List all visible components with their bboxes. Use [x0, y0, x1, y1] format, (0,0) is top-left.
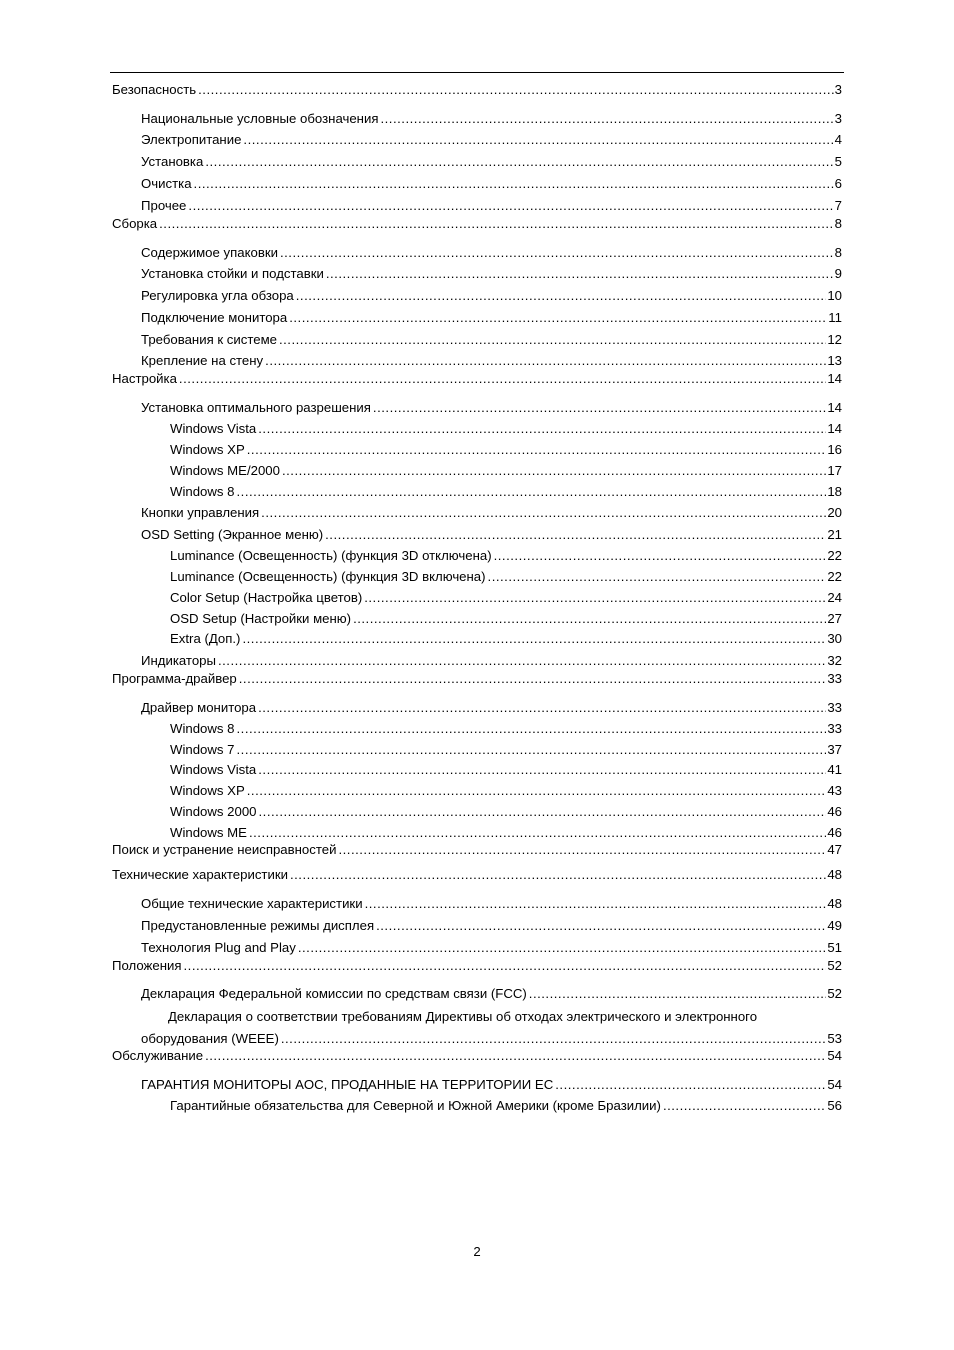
dot-leader — [205, 152, 833, 172]
toc-entry-label: Установка оптимального разрешения — [141, 400, 371, 415]
toc-entry[interactable] — [0, 698, 954, 718]
toc-entry[interactable] — [0, 369, 954, 389]
toc-entry-label: Декларация о соответствии требованиям Директивы об отходах электрического и электронного — [168, 1009, 758, 1024]
toc-entry-label: Windows 8 — [170, 484, 235, 499]
toc-entry-label: Windows 7 — [170, 742, 235, 757]
toc-entry[interactable] — [0, 174, 954, 194]
toc-entry-line — [141, 130, 842, 150]
toc-entry-label: Обслуживание — [112, 1048, 204, 1063]
toc-entry-line — [141, 330, 842, 350]
toc-entry[interactable] — [0, 740, 954, 760]
toc-entry-label: Прочее — [141, 198, 187, 213]
dot-leader — [289, 308, 827, 328]
toc-entry[interactable] — [0, 330, 954, 350]
toc-entry[interactable] — [0, 938, 954, 958]
dot-leader — [326, 264, 834, 284]
toc-entry[interactable] — [0, 956, 954, 976]
toc-entry-label: Windows ME — [170, 825, 247, 840]
toc-entry[interactable] — [0, 1046, 954, 1066]
toc-entry-label: Настройка — [112, 371, 177, 386]
toc-entry-page: 27 — [827, 611, 842, 626]
dot-leader — [242, 629, 826, 649]
toc-entry-label: Индикаторы — [141, 653, 216, 668]
toc-entry-label: Программа-драйвер — [112, 671, 237, 686]
toc-entry-label: Windows Vista — [170, 762, 257, 777]
dot-leader — [279, 330, 826, 350]
toc-entry-page: 13 — [827, 353, 842, 368]
toc-entry-line — [112, 956, 842, 976]
toc-entry-line — [141, 351, 842, 371]
toc-entry[interactable] — [0, 214, 954, 234]
toc-entry-page: 8 — [834, 245, 842, 260]
dot-leader — [194, 174, 834, 194]
toc-entry-label: Windows Vista — [170, 421, 257, 436]
dot-leader — [259, 802, 827, 822]
dot-leader — [198, 80, 834, 100]
toc-entry-page: 41 — [827, 762, 842, 777]
toc-entry-line — [170, 1096, 842, 1116]
toc-entry-line — [112, 1046, 842, 1066]
toc-entry[interactable] — [0, 419, 954, 439]
toc-entry-page: 6 — [834, 176, 842, 191]
toc-entry-label: Установка стойки и подставки — [141, 266, 324, 281]
toc-entry-line — [170, 546, 842, 566]
dot-leader — [338, 840, 826, 860]
toc-entry-page: 54 — [827, 1077, 842, 1092]
toc-entry-page: 3 — [834, 111, 842, 126]
toc-entry-page: 21 — [827, 527, 842, 542]
toc-entry-label: ГАРАНТИЯ МОНИТОРЫ AOC, ПРОДАННЫЕ НА ТЕРРИТОРИИ ЕС — [141, 1077, 554, 1092]
toc-entry-label: Luminance (Освещенность) (функция 3D отключена) — [170, 548, 492, 563]
toc-entry-page: 14 — [827, 400, 842, 415]
dot-leader — [376, 916, 826, 936]
toc-entry-label: Содержимое упаковки — [141, 245, 278, 260]
toc-entry-page: 33 — [827, 700, 842, 715]
toc-entry-label: Гарантийные обязательства для Северной и Южной Америки (кроме Бразилии) — [170, 1098, 661, 1113]
toc-entry-page: 4 — [834, 132, 842, 147]
toc-entry-page: 56 — [827, 1098, 842, 1113]
dot-leader — [365, 894, 827, 914]
toc-entry[interactable] — [0, 286, 954, 306]
toc-entry-line — [141, 938, 842, 958]
toc-entry[interactable] — [0, 802, 954, 822]
toc-entry-line — [112, 865, 842, 885]
toc-entry-line — [170, 461, 842, 481]
toc-entry-line — [141, 984, 842, 1004]
toc-entry[interactable] — [0, 760, 954, 780]
dot-leader — [188, 196, 833, 216]
toc-entry-page: 5 — [834, 154, 842, 169]
toc-entry-line — [170, 609, 842, 629]
toc-entry[interactable] — [0, 152, 954, 172]
toc-entry-page: 33 — [827, 671, 842, 686]
toc-entry-page: 46 — [827, 825, 842, 840]
toc-entry-label: Безопасность — [112, 82, 197, 97]
toc-entry[interactable] — [0, 80, 954, 100]
toc-entry-label: Очистка — [141, 176, 192, 191]
toc-entry-line — [112, 369, 842, 389]
toc-entry-label: Windows 2000 — [170, 804, 257, 819]
toc-entry-line — [141, 398, 842, 418]
dot-leader — [247, 440, 827, 460]
dot-leader — [218, 651, 826, 671]
toc-entry-page: 32 — [827, 653, 842, 668]
toc-entry[interactable] — [0, 588, 954, 608]
dot-leader — [247, 781, 827, 801]
toc-entry[interactable] — [0, 629, 954, 649]
toc-entry-line — [112, 80, 842, 100]
dot-leader — [663, 1096, 826, 1116]
toc-entry[interactable] — [0, 719, 954, 739]
dot-leader — [298, 938, 827, 958]
dot-leader — [239, 669, 827, 689]
dot-leader — [237, 719, 827, 739]
toc-entry-label: Требования к системе — [141, 332, 277, 347]
toc-entry-page: 22 — [827, 569, 842, 584]
toc-entry-label: Предустановленные режимы дисплея — [141, 918, 375, 933]
toc-entry-line — [170, 740, 842, 760]
toc-entry-line — [141, 1075, 842, 1095]
toc-entry-page: 51 — [827, 940, 842, 955]
toc-entry-page: 37 — [827, 742, 842, 757]
toc-entry-line — [141, 264, 842, 284]
toc-entry-line — [170, 567, 842, 587]
toc-entry-page: 24 — [827, 590, 842, 605]
toc-entry[interactable] — [0, 894, 954, 914]
toc-entry[interactable] — [0, 398, 954, 418]
toc-entry[interactable] — [0, 351, 954, 371]
toc-entry[interactable] — [0, 916, 954, 936]
toc-entry-label: Крепление на стену — [141, 353, 264, 368]
dot-leader — [237, 740, 827, 760]
toc-entry[interactable] — [0, 308, 954, 328]
toc-entry[interactable] — [0, 264, 954, 284]
dot-leader — [282, 461, 826, 481]
toc-entry-page: 30 — [827, 631, 842, 646]
toc-entry-label: Положения — [112, 958, 182, 973]
toc-entry-page: 49 — [827, 918, 842, 933]
dot-leader — [258, 419, 826, 439]
toc-entry[interactable] — [0, 196, 954, 216]
toc-entry[interactable] — [0, 482, 954, 502]
toc-entry[interactable] — [0, 984, 954, 1004]
toc-entry[interactable] — [0, 1075, 954, 1095]
dot-leader — [265, 351, 826, 371]
toc-entry-line — [141, 196, 842, 216]
dot-leader — [237, 482, 827, 502]
toc-entry-label: Extra (Доп.) — [170, 631, 241, 646]
dot-leader — [494, 546, 827, 566]
toc-entry-line — [170, 482, 842, 502]
toc-entry-label: Общие технические характеристики — [141, 896, 363, 911]
toc-entry-line — [141, 503, 842, 523]
dot-leader — [364, 588, 826, 608]
toc-entry[interactable] — [0, 567, 954, 587]
toc-entry-label: Регулировка угла обзора — [141, 288, 294, 303]
toc-entry-page: 16 — [827, 442, 842, 457]
toc-entry-line — [112, 214, 842, 234]
toc-entry-label: OSD Setup (Настройки меню) — [170, 611, 352, 626]
toc-entry-page: 9 — [834, 266, 842, 281]
toc-entry-label: Windows XP — [170, 442, 245, 457]
toc-entry-line — [112, 669, 842, 689]
dot-leader — [555, 1075, 826, 1095]
toc-entry[interactable] — [0, 840, 954, 860]
toc-entry-label: Windows XP — [170, 783, 245, 798]
dot-leader — [258, 760, 826, 780]
toc-entry-label: Color Setup (Настройка цветов) — [170, 590, 363, 605]
toc-entry[interactable] — [0, 503, 954, 523]
toc-entry-line — [170, 802, 842, 822]
dot-leader — [529, 984, 827, 1004]
toc-entry-line — [170, 440, 842, 460]
toc-entry-page: 52 — [827, 958, 842, 973]
toc-entry-page: 7 — [834, 198, 842, 213]
toc-entry[interactable] — [0, 109, 954, 129]
dot-leader — [488, 567, 827, 587]
toc-entry[interactable] — [0, 546, 954, 566]
toc-entry-label: Драйвер монитора — [141, 700, 257, 715]
toc-entry-line — [170, 781, 842, 801]
toc-entry-page: 48 — [827, 867, 842, 882]
toc-entry-page: 14 — [827, 371, 842, 386]
toc-entry-label: Windows ME/2000 — [170, 463, 280, 478]
dot-leader — [296, 286, 827, 306]
toc-entry-label: Электропитание — [141, 132, 242, 147]
toc-entry-line — [141, 308, 842, 328]
toc-entry-page: 20 — [827, 505, 842, 520]
toc-entry-page: 3 — [834, 82, 842, 97]
toc-entry[interactable] — [0, 669, 954, 689]
toc-entry-page: 46 — [827, 804, 842, 819]
toc-entry-page: 43 — [827, 783, 842, 798]
dot-leader — [325, 525, 826, 545]
toc-entry-page: 53 — [827, 1031, 842, 1046]
toc-entry-label: Установка — [141, 154, 204, 169]
toc-entry-label: OSD Setting (Экранное меню) — [141, 527, 324, 542]
toc-entry-line — [141, 916, 842, 936]
toc-entry-label: Сборка — [112, 216, 158, 231]
toc-entry-line — [141, 152, 842, 172]
toc-entry-line — [141, 243, 842, 263]
toc-entry-label: Поиск и устранение неисправностей — [112, 842, 337, 857]
toc-entry-line — [141, 174, 842, 194]
dot-leader — [205, 1046, 826, 1066]
toc-entry-line — [141, 286, 842, 306]
toc-entry-line — [170, 760, 842, 780]
toc-entry[interactable] — [0, 1096, 954, 1116]
toc-entry[interactable] — [0, 440, 954, 460]
toc-entry[interactable] — [0, 243, 954, 263]
page-number: 2 — [473, 1244, 481, 1259]
toc-entry[interactable] — [0, 651, 954, 671]
toc-entry-line — [170, 588, 842, 608]
dot-leader — [184, 956, 827, 976]
toc-entry-label: Кнопки управления — [141, 505, 260, 520]
toc-entry-page: 47 — [827, 842, 842, 857]
toc-entry[interactable] — [0, 461, 954, 481]
toc-entry-line — [141, 525, 842, 545]
toc-entry-label: Подключение монитора — [141, 310, 288, 325]
toc-entry-label: Технология Plug and Play — [141, 940, 296, 955]
dot-leader — [290, 865, 826, 885]
dot-leader — [179, 369, 826, 389]
dot-leader — [159, 214, 834, 234]
toc-entry-page: 10 — [827, 288, 842, 303]
toc-entry-page: 12 — [827, 332, 842, 347]
toc-entry-page: 22 — [827, 548, 842, 563]
toc-entry[interactable] — [0, 865, 954, 885]
toc-entry-line — [141, 109, 842, 129]
dot-leader — [280, 243, 834, 263]
toc-entry-page: 33 — [827, 721, 842, 736]
toc-entry-page: 17 — [827, 463, 842, 478]
toc-entry-page: 14 — [827, 421, 842, 436]
dot-leader — [243, 130, 833, 150]
toc-entry-page: 52 — [827, 986, 842, 1001]
toc-entry-label-continued: оборудования (WEEE) — [141, 1031, 279, 1046]
toc-entry-label: Windows 8 — [170, 721, 235, 736]
toc-entry[interactable] — [0, 130, 954, 150]
toc-entry-line — [141, 698, 842, 718]
toc-entry-page: 8 — [834, 216, 842, 231]
toc-entry-page: 11 — [828, 310, 842, 325]
toc-entry-line — [141, 894, 842, 914]
toc-entry-line — [141, 651, 842, 671]
toc-entry-line — [170, 419, 842, 439]
toc-entry[interactable] — [0, 525, 954, 545]
toc-entry-page: 18 — [827, 484, 842, 499]
toc-entry-page: 48 — [827, 896, 842, 911]
toc-entry-line — [170, 719, 842, 739]
toc-entry-label: Декларация Федеральной комиссии по средствам связи (FCC) — [141, 986, 527, 1001]
dot-leader — [353, 609, 826, 629]
dot-leader — [261, 503, 826, 523]
dot-leader — [258, 698, 826, 718]
toc-entry-line — [112, 840, 842, 860]
toc-entry[interactable] — [0, 609, 954, 629]
toc-entry-label: Технические характеристики — [112, 867, 288, 882]
dot-leader — [373, 398, 826, 418]
toc-entry-line — [170, 629, 842, 649]
toc-entry-page: 54 — [827, 1048, 842, 1063]
toc-entry[interactable] — [0, 781, 954, 801]
toc-entry-label: Национальные условные обозначения — [141, 111, 379, 126]
dot-leader — [380, 109, 833, 129]
toc-entry-label: Luminance (Освещенность) (функция 3D включена) — [170, 569, 486, 584]
